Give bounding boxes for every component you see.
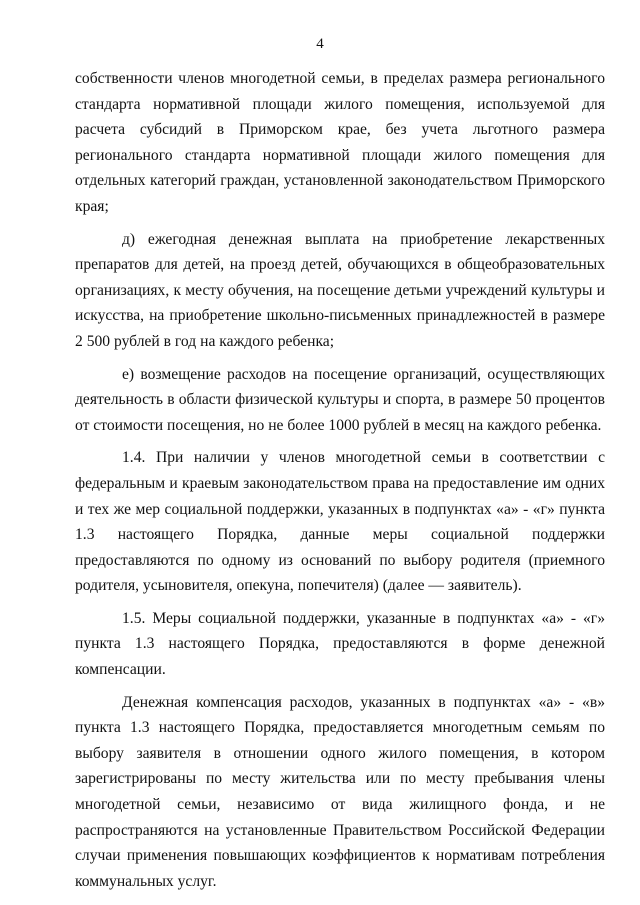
paragraph-item-d: д) ежегодная денежная выплата на приобретение лекарственных препаратов для детей, на проезд детей, обучающихся в общеобразовательных организациях, к месту обучения, на посещение детьми учреждений культуры и искусства, на приобретение школьно-письменных принадлежностей в размере 2 500 рублей в год на каждого ребенка; (75, 230, 605, 350)
paragraph-compensation: Денежная компенсация расходов, указанных в подпунктах «а» - «в» пункта 1.3 настоящего Порядка, предоставляется многодетным семьям по выбору заявителя в отношении одного жилого помещения, в котором зарегистрированы по месту жительства или по месту пребывания члены многодетной семьи, независимо от вида жилищного фонда, и не распространяются на установленные Правительством Российской Федерации случаи применения повышающих коэффициентов к нормативам потребления коммунальных услуг. (75, 693, 605, 890)
paragraph-continuation: собственности членов многодетной семьи, в пределах размера регионального стандарта нормативной площади жилого помещения, используемой для расчета субсидий в Приморском крае, без учета льготного размера регионального стандарта нормативной площади жилого помещения для отдельных категорий граждан, установленной законодательством Приморского края; (75, 70, 605, 215)
paragraph-item-e: е) возмещение расходов на посещение организаций, осуществляющих деятельность в области физической культуры и спорта, в размере 50 процентов от стоимости посещения, но не более 1000 рублей в месяц на каждого ребенка. (75, 365, 605, 434)
document-body (75, 66, 605, 901)
paragraph-1-5: 1.5. Меры социальной поддержки, указанные в подпунктах «а» - «г» пункта 1.3 настоящего Порядка, предоставляются в форме денежной компенсации. (75, 609, 605, 679)
paragraph-1-4: 1.4. При наличии у членов многодетной семьи в соответствии с федеральным и краевым законодательством права на предоставление им одних и тех же мер социальной поддержки, указанных в подпунктах «а» - «г» пункта 1.3 настоящего Порядка, данные меры социальной поддержки предоставляются по одному из оснований по выбору родителя (приемного родителя, усыновителя, опекуна, попечителя) (далее — заявитель). (75, 449, 605, 595)
page-number: 4 (316, 36, 324, 52)
